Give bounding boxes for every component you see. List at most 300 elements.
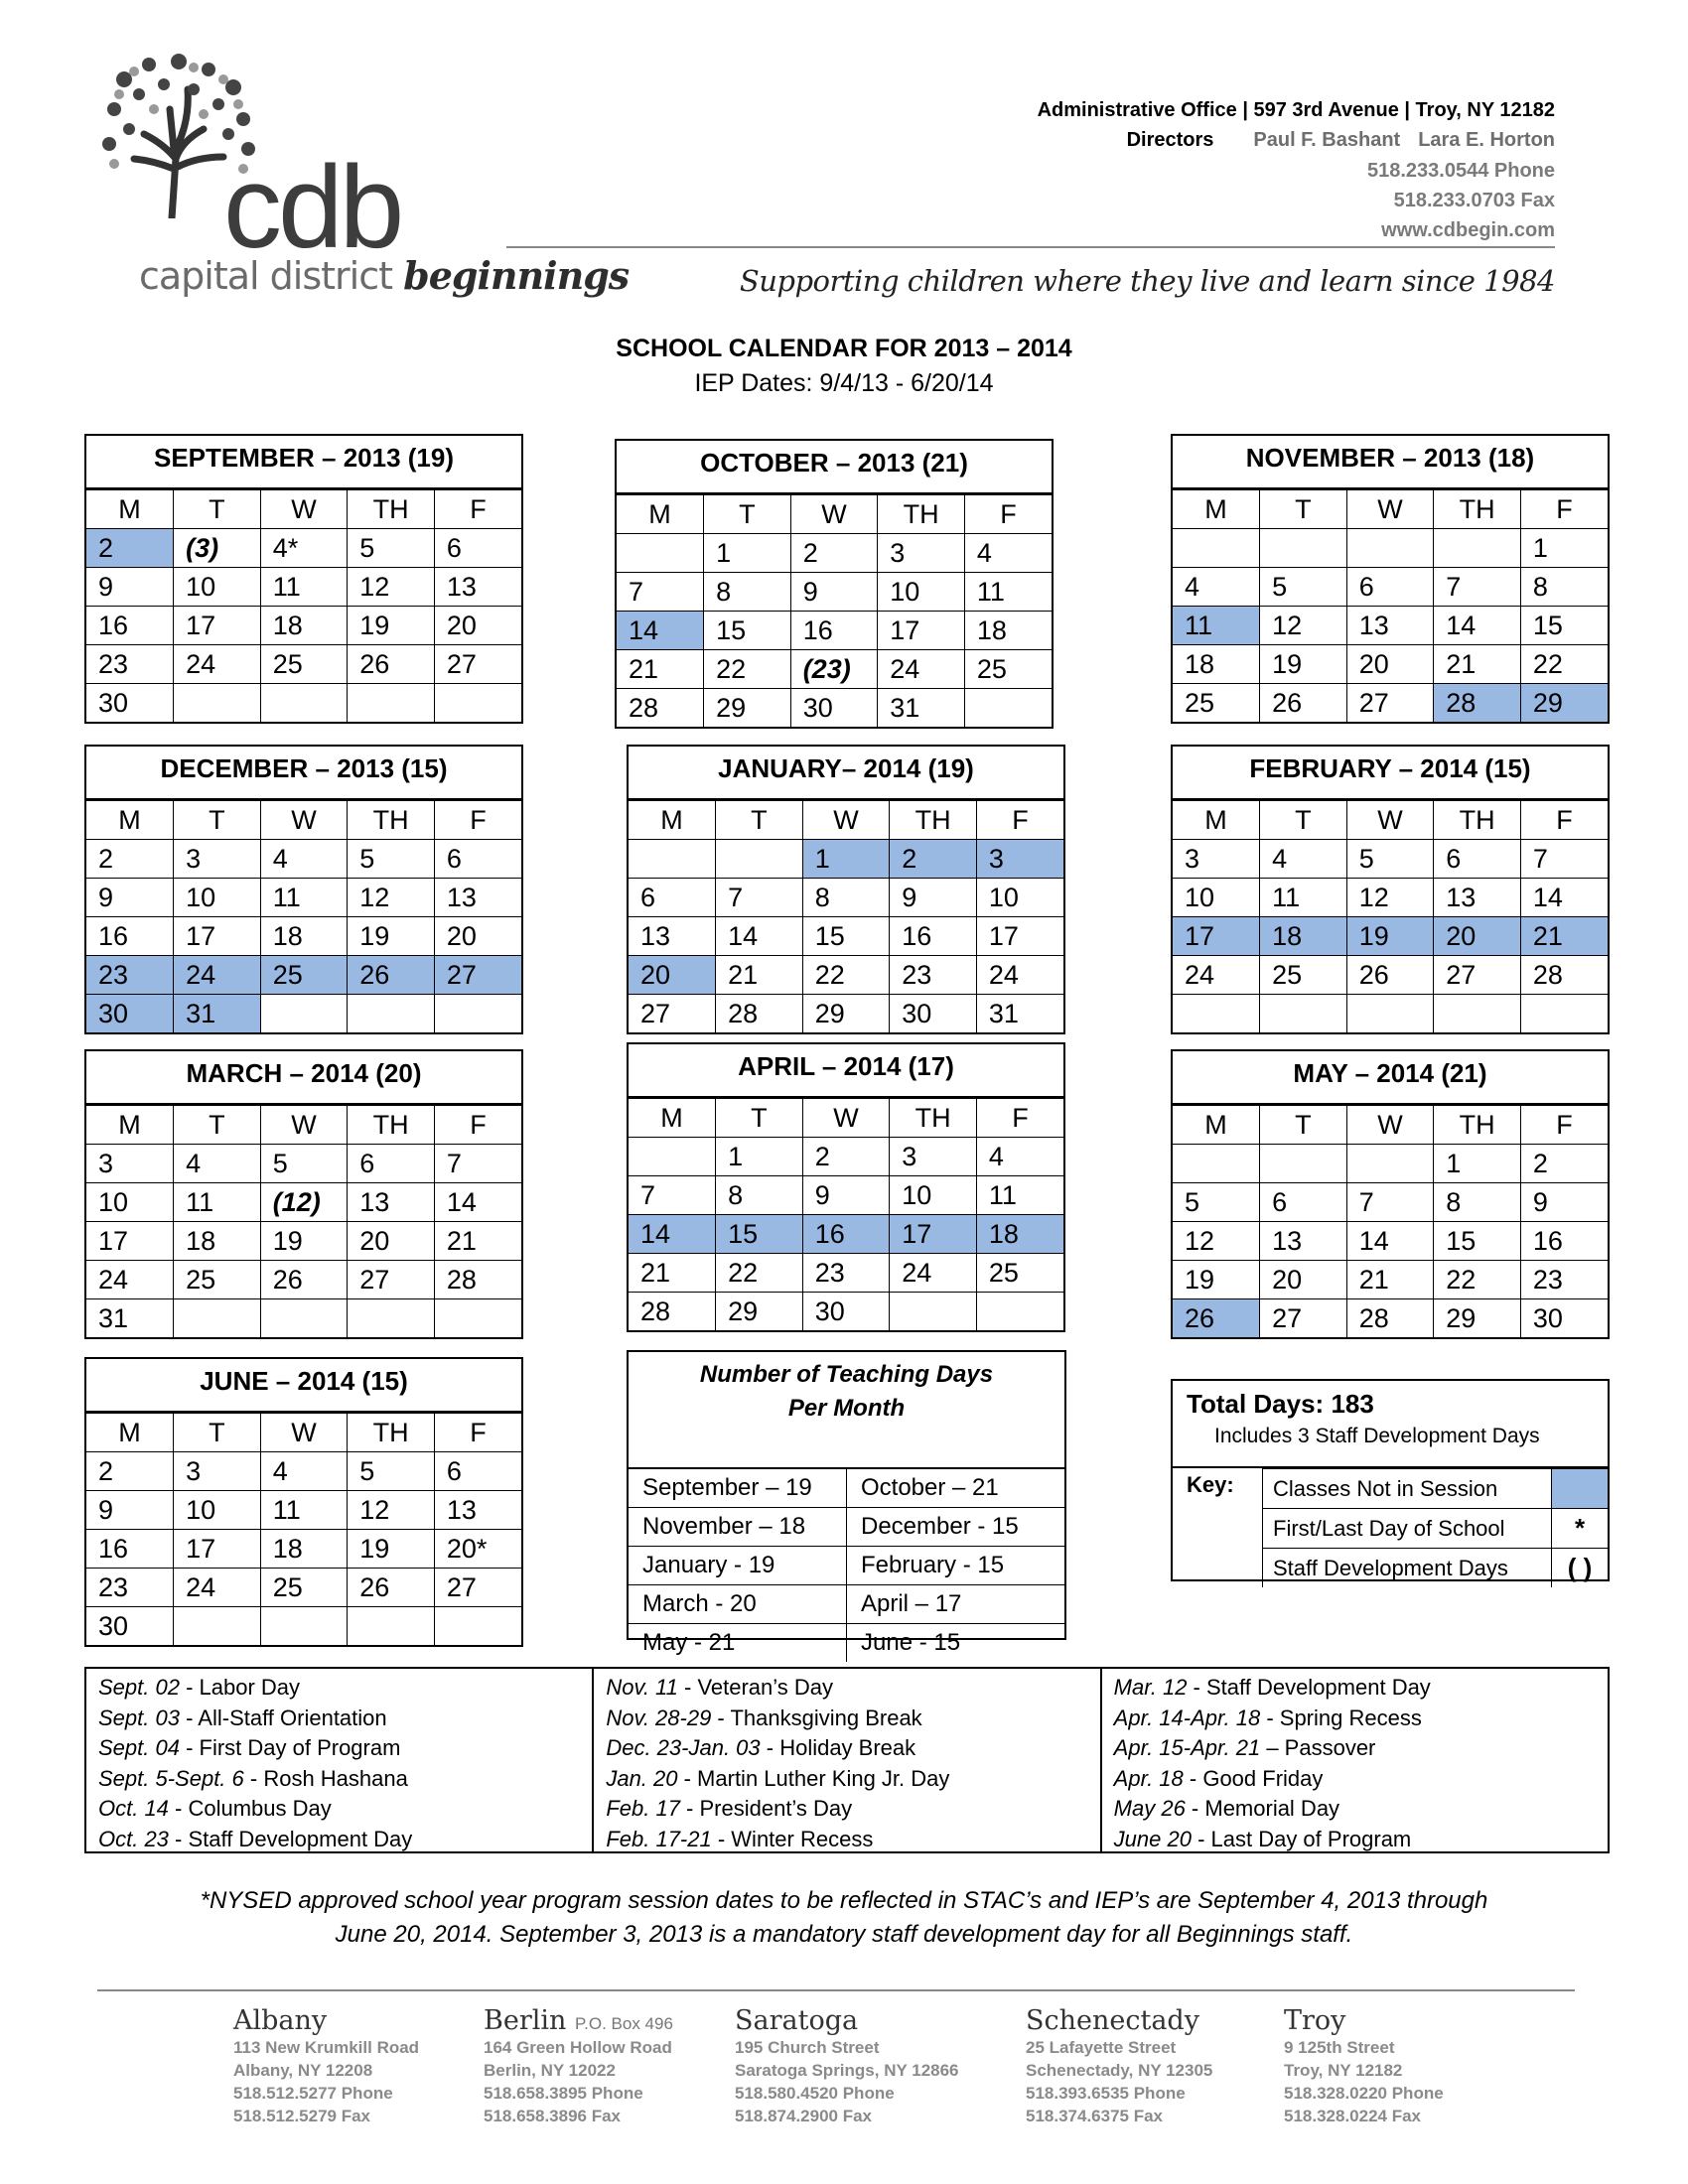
holiday-date: Apr. 18 [1113,1765,1184,1791]
holiday-column [1100,1669,1608,1851]
day-cell: 15 [704,612,791,650]
key-label: Key: [1187,1472,1234,1497]
day-cell: 29 [704,689,791,728]
day-cell [964,689,1052,728]
day-cell: 5 [1260,568,1347,607]
day-cell: 15 [1434,1222,1521,1261]
day-cell: 25 [976,1254,1063,1293]
day-cell: 16 [1520,1222,1608,1261]
day-cell: 9 [86,1491,174,1530]
office-citystate: Schenectady, NY 12305 [1026,2061,1213,2080]
day-cell: 14 [617,612,704,650]
day-cell: 29 [1520,684,1608,723]
day-cell: 28 [617,689,704,728]
day-cell: 28 [629,1293,716,1331]
day-cell: 10 [1173,879,1260,917]
day-cell: 14 [1434,607,1521,645]
office-citystate: Albany, NY 12208 [233,2061,373,2080]
month-calendar [1171,745,1610,1034]
weekday-header: F [1520,801,1608,840]
day-cell: 6 [1434,840,1521,879]
day-cell: 25 [260,1569,348,1607]
week-row [1173,879,1608,917]
teaching-days-title: Number of Teaching Days Per Month [629,1352,1064,1469]
weekday-header: T [716,1099,803,1138]
holiday-name: - Staff Development Day [168,1826,413,1851]
week-row [1173,1183,1608,1222]
week-row [86,1607,521,1646]
day-cell: 21 [716,956,803,995]
day-cell: 23 [86,956,174,995]
day-cell: 23 [802,1254,890,1293]
footer-divider [97,1989,1575,1991]
weekday-header: F [1520,490,1608,529]
cdb-logo [94,50,630,308]
holiday-name: - Good Friday [1183,1765,1324,1791]
holiday-column [86,1669,592,1851]
holiday-item [606,1673,1099,1704]
day-cell: 20 [434,917,521,956]
day-cell: 20 [1346,645,1434,684]
weekday-header: W [260,801,348,840]
weekday-header: T [1260,1106,1347,1145]
day-cell [348,684,435,723]
day-cell: 19 [1346,917,1434,956]
website-link[interactable]: www.cdbegin.com [1381,219,1555,241]
day-cell: 9 [1520,1183,1608,1222]
day-cell: 3 [878,534,965,573]
day-cell [1520,995,1608,1033]
day-cell: 6 [629,879,716,917]
holiday-item [1114,1704,1608,1734]
day-cell: 2 [890,840,977,879]
key-swatch [1552,1469,1609,1509]
day-cell: 17 [1173,917,1260,956]
day-cell: 1 [1520,529,1608,568]
weekday-header: F [434,490,521,529]
day-cell: 4* [260,529,348,568]
weekday-header: TH [890,801,977,840]
directors-line [1127,129,1555,152]
office-po-box: P.O. Box 496 [574,2014,673,2033]
day-cell: 7 [617,573,704,612]
day-cell: 6 [1346,568,1434,607]
day-cell: 18 [174,1222,261,1261]
week-row [86,917,521,956]
week-row [1173,1299,1608,1338]
office-citystate: Saratoga Springs, NY 12866 [735,2061,959,2080]
weekday-header: M [629,801,716,840]
key-legend [1262,1468,1608,1587]
day-cell: 13 [629,917,716,956]
day-cell: 21 [434,1222,521,1261]
day-cell: 20 [348,1222,435,1261]
day-cell [976,1293,1063,1331]
week-row [86,1569,521,1607]
day-cell: 21 [629,1254,716,1293]
teaching-days-cell: January - 19 [629,1547,847,1585]
day-cell: 23 [890,956,977,995]
day-cell: 8 [1434,1183,1521,1222]
office-location [735,2005,959,2127]
total-days: Total Days: 183 [1187,1389,1374,1419]
logo-organization-name: capital district beginnings [139,253,630,298]
week-row [1173,645,1608,684]
day-cell: 27 [434,956,521,995]
day-cell: 4 [260,840,348,879]
day-cell: 30 [790,689,878,728]
nysed-note: *NYSED approved school year program session dates to be reflected in STAC’s and IEP’s are September 4, 2013 through June 20, 2014. September 3, 2013 is a mandatory staff development day for all Beginnings staff. [200,1887,1488,1948]
weekday-header: W [1346,801,1434,840]
weekday-header: M [86,1106,174,1145]
week-row [1173,917,1608,956]
day-cell: 30 [86,995,174,1033]
day-cell: 24 [976,956,1063,995]
day-cell: 7 [1434,568,1521,607]
day-cell [260,684,348,723]
weekday-header: T [174,490,261,529]
day-cell [260,995,348,1033]
calendar-title: SCHOOL CALENDAR FOR 2013 – 2014 [616,335,1072,362]
month-title: NOVEMBER – 2013 (18) [1173,436,1608,489]
day-cell: 23 [86,1569,174,1607]
day-cell: 10 [174,568,261,607]
week-row [1173,607,1608,645]
key-item-label: Staff Development Days [1263,1549,1552,1588]
day-cell: 22 [1434,1261,1521,1299]
week-row [1173,568,1608,607]
holidays-list [84,1667,1610,1853]
holiday-item [98,1794,592,1825]
day-cell: 5 [348,840,435,879]
week-row [629,1176,1063,1215]
holiday-item [606,1733,1099,1764]
day-cell [716,840,803,879]
day-cell: 14 [1346,1222,1434,1261]
week-row [629,917,1063,956]
day-cell: 18 [260,917,348,956]
office-location [484,2005,673,2127]
day-cell: 29 [802,995,890,1033]
day-cell: 3 [174,1452,261,1491]
day-cell: 12 [1173,1222,1260,1261]
day-cell: 16 [86,1530,174,1569]
day-cell [434,684,521,723]
week-row [1173,840,1608,879]
holiday-date: Mar. 12 [1113,1675,1188,1700]
day-cell: 21 [1520,917,1608,956]
week-row [617,689,1052,728]
month-calendar [1171,434,1610,724]
total-days-box [1171,1379,1610,1581]
holiday-name: - Labor Day [179,1675,301,1700]
day-cell: 30 [86,684,174,723]
day-cell [1173,529,1260,568]
day-cell: (12) [260,1183,348,1222]
office-fax: 518.374.6375 Fax [1026,2107,1164,2125]
weekday-header: TH [1434,1106,1521,1145]
week-row [86,684,521,723]
week-row [629,840,1063,879]
week-row [86,1261,521,1299]
day-cell: 8 [1520,568,1608,607]
week-row [629,1254,1063,1293]
day-cell: 30 [802,1293,890,1331]
day-cell: 26 [348,956,435,995]
weekday-header: T [1260,490,1347,529]
day-cell: 18 [1260,917,1347,956]
day-cell: 11 [260,879,348,917]
day-cell: 1 [704,534,791,573]
day-cell: 18 [976,1215,1063,1254]
day-cell [434,995,521,1033]
week-row [86,1183,521,1222]
day-cell: 10 [976,879,1063,917]
weekday-header: M [1173,1106,1260,1145]
teaching-days-cell: December - 15 [847,1508,1065,1547]
office-city [1026,2005,1212,2036]
office-location [233,2005,419,2127]
day-cell [348,995,435,1033]
teaching-days-cell: February - 15 [847,1547,1065,1585]
day-cell: 16 [802,1215,890,1254]
weekday-header: W [802,1099,890,1138]
day-cell: 11 [174,1183,261,1222]
holiday-name: - Memorial Day [1185,1796,1340,1821]
holiday-name: - Staff Development Day [1187,1675,1431,1700]
header-divider [506,246,1555,248]
key-item [1263,1509,1609,1549]
day-cell [434,1299,521,1338]
day-cell: 21 [1434,645,1521,684]
office-address: 25 Lafayette Street [1026,2038,1177,2057]
day-cell: 5 [348,1452,435,1491]
day-cell [1346,995,1434,1033]
day-cell: 26 [1346,956,1434,995]
weekday-header: TH [1434,801,1521,840]
day-cell: 15 [716,1215,803,1254]
holiday-name: - Martin Luther King Jr. Day [677,1765,950,1791]
day-cell: 20 [434,607,521,645]
weekday-header: T [1260,801,1347,840]
day-cell [1346,529,1434,568]
office-phone: 518.512.5277 Phone [233,2084,393,2103]
holiday-name: - Last Day of Program [1191,1826,1412,1851]
weekday-header: TH [1434,490,1521,529]
day-cell: 6 [434,529,521,568]
holiday-item [606,1764,1099,1795]
day-cell [617,534,704,573]
weekday-header: TH [890,1099,977,1138]
key-item-label: Classes Not in Session [1263,1469,1552,1509]
holiday-item [98,1764,592,1795]
office-city [233,2005,419,2036]
week-row [1173,529,1608,568]
teaching-days-table [629,1469,1064,1662]
weekday-header: TH [348,801,435,840]
day-cell: 29 [716,1293,803,1331]
day-cell: 3 [1173,840,1260,879]
day-cell: 25 [1260,956,1347,995]
day-cell: 5 [348,529,435,568]
day-cell: 6 [434,1452,521,1491]
day-cell: 20 [1434,917,1521,956]
week-row [629,1138,1063,1176]
day-cell: 31 [878,689,965,728]
day-cell: 24 [174,1569,261,1607]
day-cell [260,1607,348,1646]
day-cell: 27 [434,645,521,684]
day-cell: 6 [348,1145,435,1183]
day-cell: 16 [86,917,174,956]
day-cell: 13 [1346,607,1434,645]
day-cell: 3 [890,1138,977,1176]
day-cell: 26 [260,1261,348,1299]
day-cell: 18 [964,612,1052,650]
day-cell: 11 [1173,607,1260,645]
day-cell [174,1299,261,1338]
teaching-days-cell: September – 19 [629,1469,847,1508]
week-row [629,956,1063,995]
day-cell: 14 [629,1215,716,1254]
holiday-date: Sept. 5-Sept. 6 [98,1765,244,1791]
office-fax: 518.512.5279 Fax [233,2107,371,2125]
day-cell: 26 [348,645,435,684]
day-cell: 2 [86,840,174,879]
key-item-label: First/Last Day of School [1263,1509,1552,1549]
day-cell: 1 [802,840,890,879]
day-cell: 11 [260,1491,348,1530]
weekday-header: F [434,801,521,840]
day-cell: 19 [260,1222,348,1261]
week-row [1173,956,1608,995]
month-title: JANUARY– 2014 (19) [629,747,1063,800]
day-cell: 31 [86,1299,174,1338]
day-cell: 12 [1346,879,1434,917]
day-cell: 7 [629,1176,716,1215]
day-cell: 16 [790,612,878,650]
weekday-header: F [434,1106,521,1145]
week-row [86,607,521,645]
office-city [484,2005,673,2036]
office-address: 113 New Krumkill Road [233,2038,420,2057]
month-calendar [84,434,523,724]
teaching-days-cell: November – 18 [629,1508,847,1547]
iep-dates: IEP Dates: 9/4/13 - 6/20/14 [694,369,994,397]
holiday-date: June 20 [1113,1826,1192,1851]
day-cell: 23 [86,645,174,684]
holiday-item [98,1825,592,1855]
teaching-days-cell: March - 20 [629,1585,847,1624]
day-cell [348,1607,435,1646]
day-cell: 8 [802,879,890,917]
directors-label: Directors [1126,129,1214,151]
holiday-date: Dec. 23-Jan. 03 [606,1735,761,1760]
weekday-header: M [1173,490,1260,529]
teaching-days-box [627,1350,1066,1656]
weekday-header: F [1520,1106,1608,1145]
week-row [1173,995,1608,1033]
office-phone: 518.658.3895 Phone [484,2084,643,2103]
weekday-header: M [1173,801,1260,840]
day-cell: 24 [1173,956,1260,995]
day-cell: 31 [174,995,261,1033]
day-cell [1434,529,1521,568]
day-cell: 10 [878,573,965,612]
day-cell: 25 [964,650,1052,689]
day-cell [890,1293,977,1331]
holiday-date: Oct. 23 [98,1826,169,1851]
day-cell: 7 [1346,1183,1434,1222]
holiday-date: Sept. 03 [98,1705,180,1730]
month-title: DECEMBER – 2013 (15) [86,747,521,800]
day-cell [1260,1145,1347,1183]
office-fax: 518.233.0703 Fax [1393,190,1555,211]
day-cell: 24 [174,645,261,684]
weekday-header: W [260,1414,348,1452]
teaching-days-cell: May - 21 [629,1624,847,1663]
day-cell: 8 [704,573,791,612]
month-calendar [84,745,523,1034]
holiday-name: - Holiday Break [760,1735,916,1760]
day-cell: 2 [1520,1145,1608,1183]
day-cell: 3 [86,1145,174,1183]
week-row [86,568,521,607]
key-symbol: * [1552,1509,1609,1549]
day-cell: 25 [174,1261,261,1299]
day-cell: 24 [878,650,965,689]
holiday-item [98,1704,592,1734]
month-title: JUNE – 2014 (15) [86,1359,521,1413]
day-cell: 11 [260,568,348,607]
key-item [1263,1549,1609,1588]
staff-development-note: Includes 3 Staff Development Days [1214,1425,1540,1447]
day-cell [1434,995,1521,1033]
day-cell: 28 [1520,956,1608,995]
weekday-header: T [174,1414,261,1452]
day-cell: 9 [86,879,174,917]
weekday-header: T [704,495,791,534]
day-cell: 24 [86,1261,174,1299]
office-city-name: Albany [233,2005,328,2036]
day-cell: 30 [890,995,977,1033]
day-cell [260,1299,348,1338]
day-cell: 13 [1434,879,1521,917]
day-cell: 15 [1520,607,1608,645]
office-city [1284,2005,1444,2036]
day-cell: 10 [86,1183,174,1222]
week-row [86,645,521,684]
teaching-days-cell: October – 21 [847,1469,1065,1508]
weekday-header: F [964,495,1052,534]
day-cell: 22 [716,1254,803,1293]
day-cell: 18 [1173,645,1260,684]
day-cell: 28 [1434,684,1521,723]
day-cell: 12 [348,879,435,917]
day-cell: 14 [1520,879,1608,917]
holiday-date: Oct. 14 [98,1796,169,1821]
office-phone: 518.393.6535 Phone [1026,2084,1186,2103]
week-row [86,879,521,917]
office-phone: 518.328.0220 Phone [1284,2084,1444,2103]
day-cell: 20 [629,956,716,995]
day-cell: 27 [1260,1299,1347,1338]
week-row [86,956,521,995]
day-cell: 23 [1520,1261,1608,1299]
day-cell: 10 [890,1176,977,1215]
office-location [1284,2005,1444,2127]
weekday-header: W [260,490,348,529]
